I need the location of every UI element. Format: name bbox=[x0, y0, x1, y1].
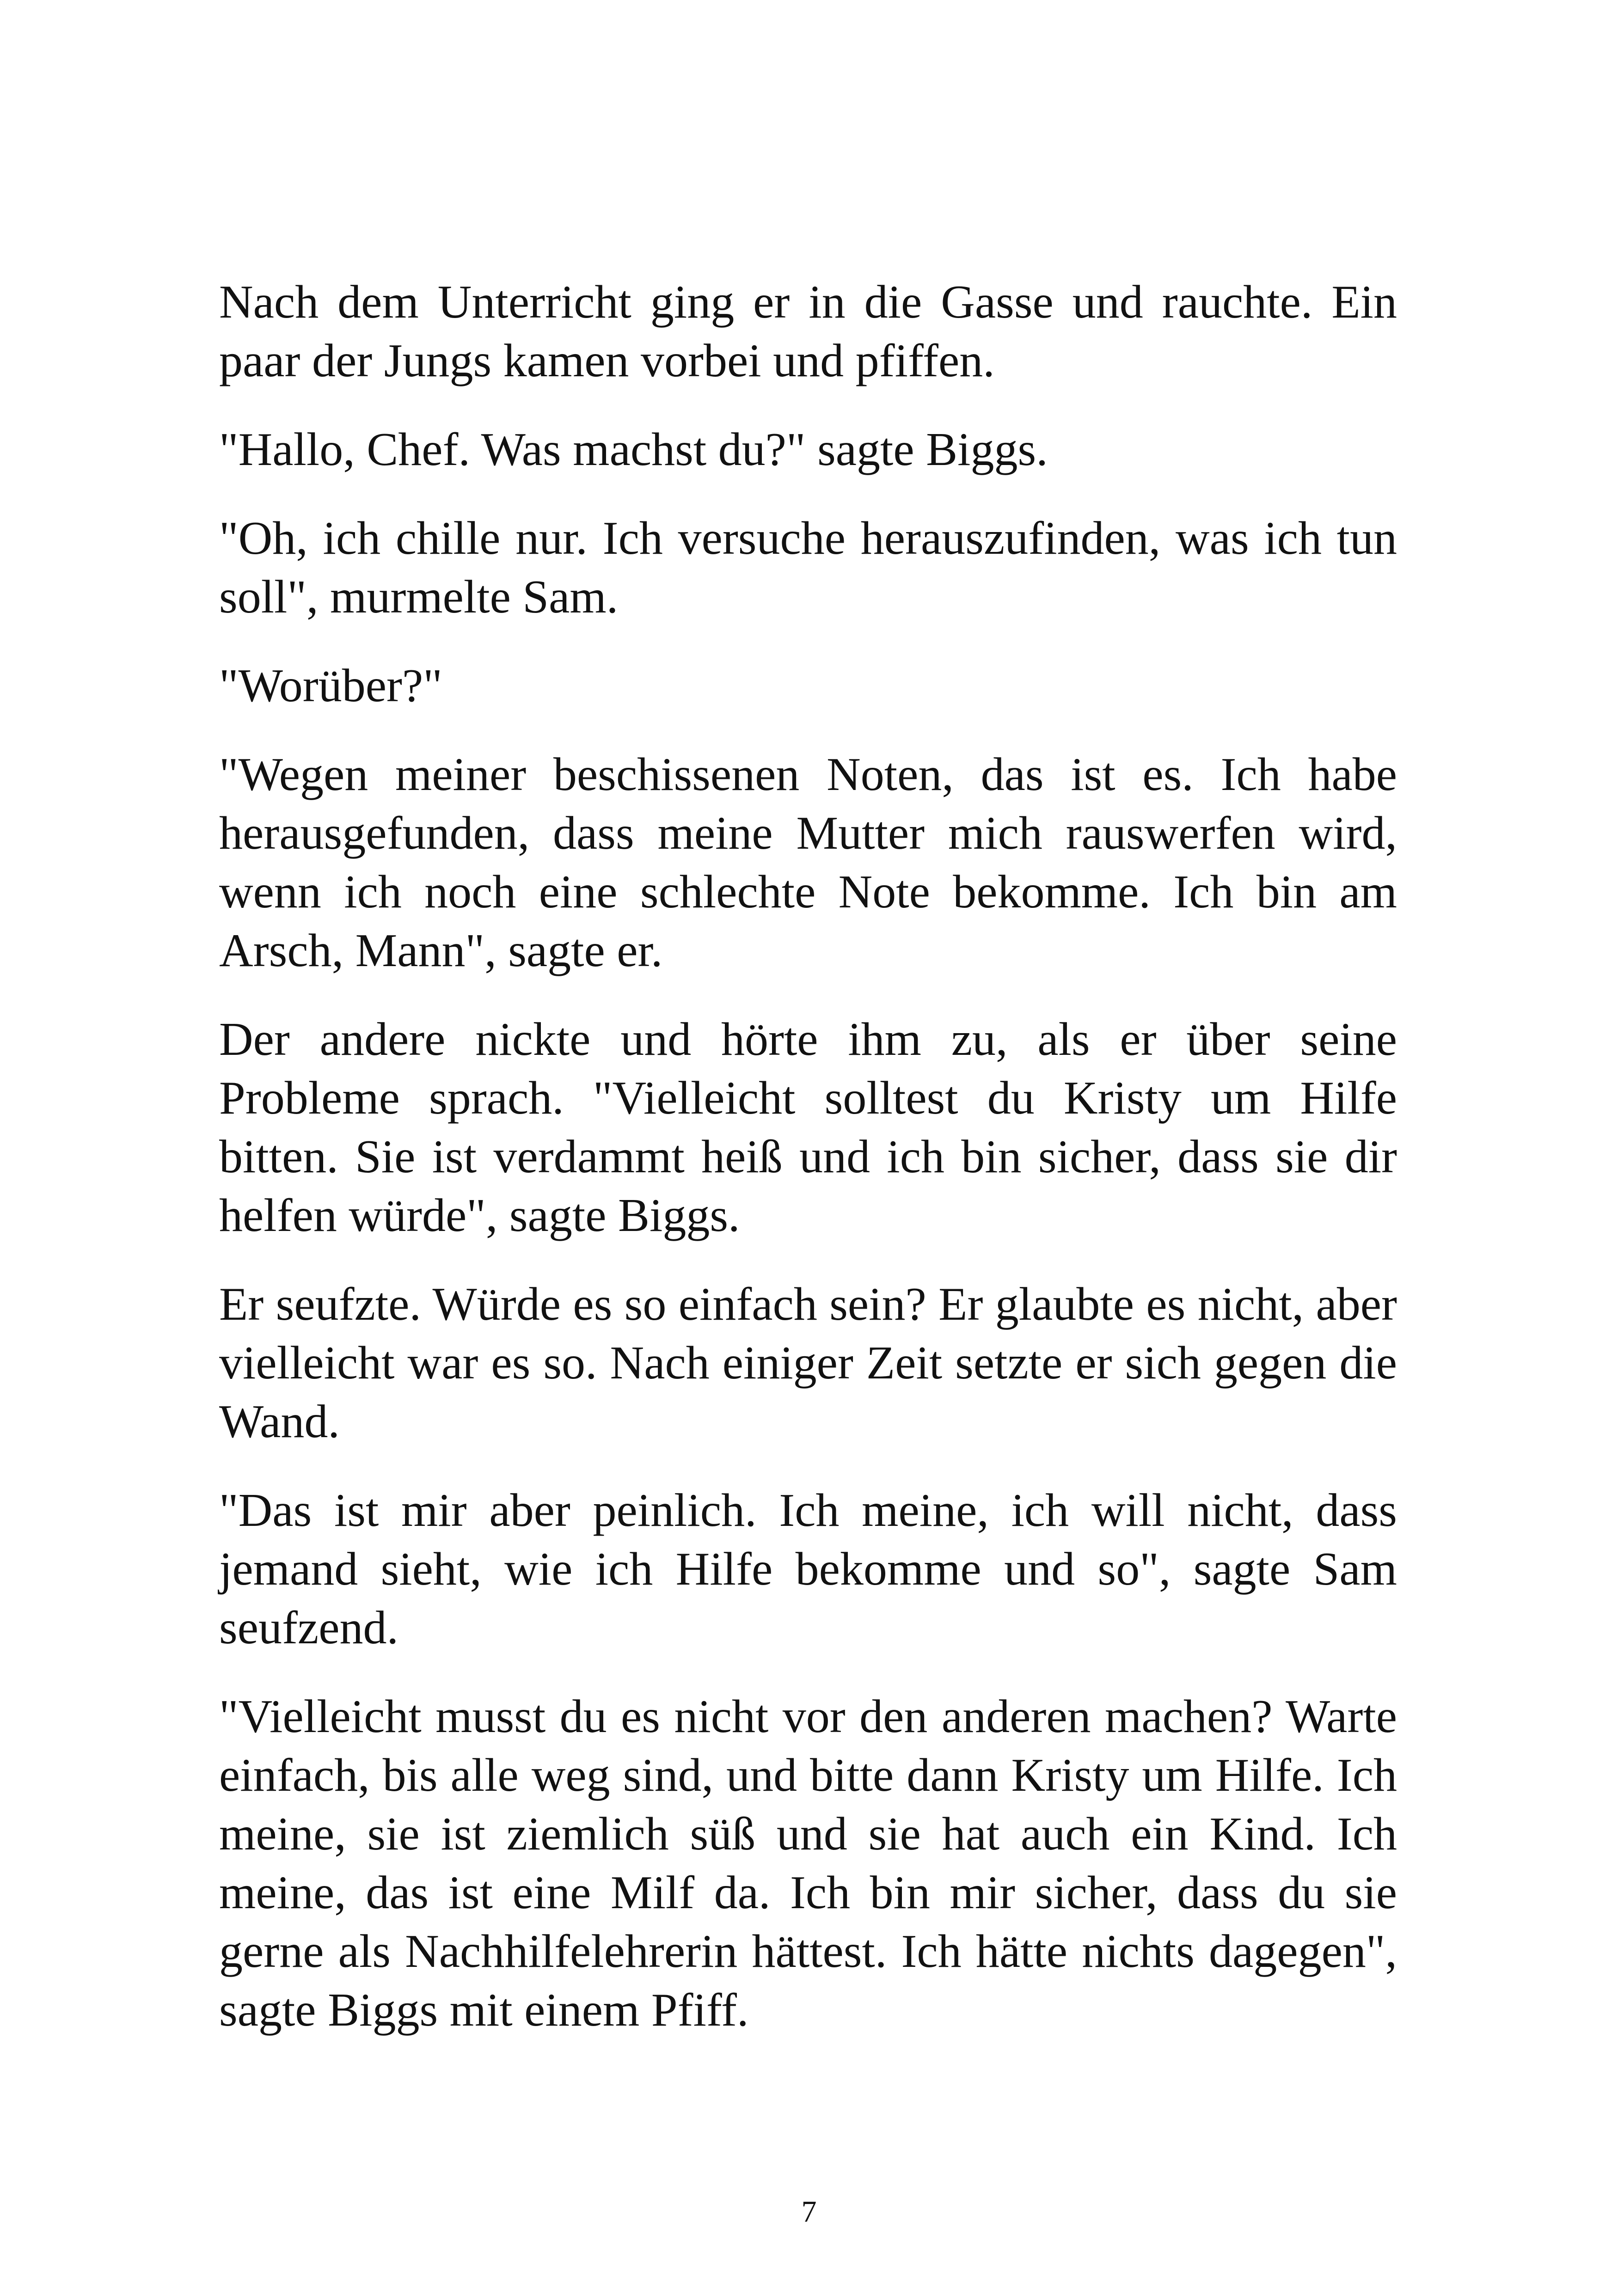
paragraph-9: "Vielleicht musst du es nicht vor den anderen machen? Warte einfach, bis alle weg sind, und bitte dann Kristy um Hilfe. Ich meine, sie ist ziemlich süß und sie hat auch ein Kind. Ich meine, das ist eine Milf da. Ich bin mir sicher, dass du sie gerne als Nachhilfelehrerin hättest. Ich hätte nichts dagegen", sagte Biggs mit einem Pfiff. bbox=[219, 1690, 1397, 2036]
paragraph-6: Der andere nickte und hörte ihm zu, als er über seine Probleme sprach. "Vielleicht solltest du Kristy um Hilfe bitten. Sie ist verdammt heiß und ich bin sicher, dass sie dir helfen würde", sagte Biggs. bbox=[219, 1013, 1397, 1242]
paragraph-7: Er seufzte. Würde es so einfach sein? Er glaubte es nicht, aber vielleicht war es so. Nach einiger Zeit setzte er sich gegen die Wand. bbox=[219, 1278, 1397, 1448]
paragraph-3: "Oh, ich chille nur. Ich versuche herauszufinden, was ich tun soll", murmelte Sam. bbox=[219, 512, 1397, 623]
paragraph-8: "Das ist mir aber peinlich. Ich meine, ich will nicht, dass jemand sieht, wie ich Hilfe bekomme und so", sagte Sam seufzend. bbox=[219, 1484, 1397, 1654]
paragraph-2: "Hallo, Chef. Was machst du?" sagte Biggs. bbox=[219, 423, 1048, 476]
paragraph-4: "Worüber?" bbox=[219, 660, 442, 712]
body-text bbox=[219, 273, 1397, 2069]
paragraph-5: "Wegen meiner beschissenen Noten, das ist es. Ich habe herausgefunden, dass meine Mutter mich rauswerfen wird, wenn ich noch eine schlechte Note bekomme. Ich bin am Arsch, Mann", sagte er. bbox=[219, 748, 1397, 977]
page-number: 7 bbox=[801, 2195, 817, 2229]
paragraph-1: Nach dem Unterricht ging er in die Gasse und rauchte. Ein paar der Jungs kamen vorbei und pfiffen. bbox=[219, 276, 1397, 387]
